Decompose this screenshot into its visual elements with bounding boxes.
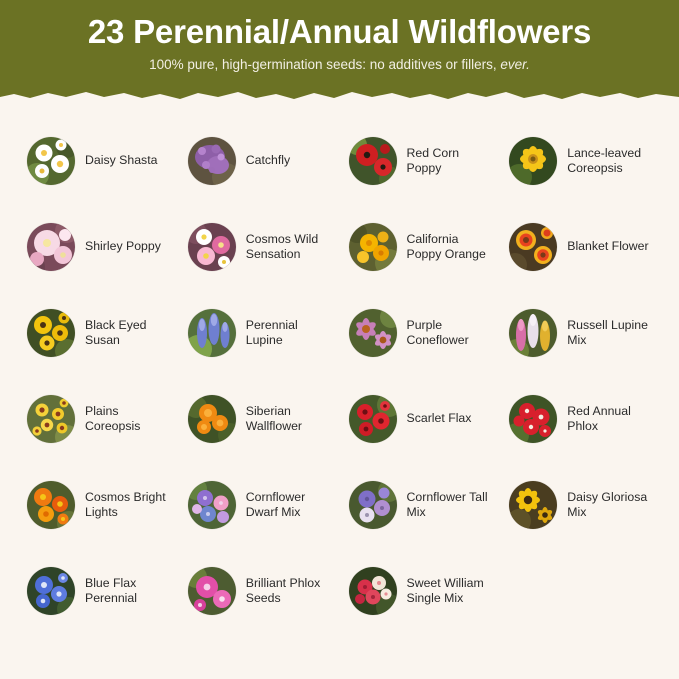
purple-coneflower-thumb <box>349 309 397 357</box>
siberian-wallflower-thumb <box>188 395 236 443</box>
flower-item[interactable] <box>500 290 661 376</box>
flower-item[interactable] <box>340 548 501 634</box>
brilliant-phlox-seeds-thumb <box>188 567 236 615</box>
flower-item[interactable] <box>340 118 501 204</box>
catchfly-thumb <box>188 137 236 185</box>
flower-label: Lance-leaved Coreopsis <box>567 145 642 175</box>
flower-label: Sweet William Single Mix <box>406 575 484 605</box>
flower-label: Daisy Gloriosa Mix <box>567 489 648 519</box>
flower-label: Scarlet Flax <box>406 411 472 426</box>
flower-item[interactable] <box>18 290 179 376</box>
subtitle-italic-text: ever. <box>500 57 530 72</box>
flower-item[interactable] <box>500 204 661 290</box>
daisy-gloriosa-mix-thumb <box>509 481 557 529</box>
flower-item[interactable] <box>340 376 501 462</box>
flower-label: California Poppy Orange <box>406 231 486 261</box>
flower-item[interactable] <box>18 118 179 204</box>
flower-label: Black Eyed Susan <box>85 317 147 347</box>
perennial-lupine-thumb <box>188 309 236 357</box>
black-eyed-susan-thumb <box>27 309 75 357</box>
flower-item[interactable] <box>500 118 661 204</box>
flower-label: Plains Coreopsis <box>85 403 141 433</box>
torn-paper-edge-divider <box>0 88 679 104</box>
page-title: 23 Perennial/Annual Wildflowers <box>87 13 592 50</box>
sweet-william-single-mix-thumb <box>349 567 397 615</box>
cornflower-tall-mix-thumb <box>349 481 397 529</box>
flower-item[interactable] <box>500 376 661 462</box>
subtitle-plain-text: 100% pure, high-germination seeds: no additives or fillers, <box>149 57 501 72</box>
flower-label: Russell Lupine Mix <box>567 317 648 347</box>
flower-label: Purple Coneflower <box>406 317 469 347</box>
lance-leaved-coreopsis-thumb <box>509 137 557 185</box>
california-poppy-orange-thumb <box>349 223 397 271</box>
flower-item[interactable] <box>179 290 340 376</box>
cosmos-bright-lights-thumb <box>27 481 75 529</box>
flower-label: Catchfly <box>245 153 291 168</box>
flower-label: Perennial Lupine <box>245 317 298 347</box>
flower-item[interactable] <box>500 462 661 548</box>
flower-item[interactable] <box>340 204 501 290</box>
red-annual-phlox-thumb <box>509 395 557 443</box>
shirley-poppy-thumb <box>27 223 75 271</box>
red-corn-poppy-thumb <box>349 137 397 185</box>
flower-label: Red Annual Phlox <box>567 403 631 433</box>
flower-item[interactable] <box>179 548 340 634</box>
cosmos-wild-sensation-thumb <box>188 223 236 271</box>
flower-item[interactable] <box>18 548 179 634</box>
flower-label: Siberian Wallflower <box>245 403 303 433</box>
flower-label: Brilliant Phlox Seeds <box>245 575 321 605</box>
blanket-flower-thumb <box>509 223 557 271</box>
russell-lupine-mix-thumb <box>509 309 557 357</box>
flower-label: Daisy Shasta <box>85 153 158 168</box>
header-banner <box>0 0 679 103</box>
flower-item[interactable] <box>340 462 501 548</box>
flower-label: Cosmos Bright Lights <box>85 489 166 519</box>
flower-label: Red Corn Poppy <box>406 145 460 175</box>
flower-item[interactable] <box>179 462 340 548</box>
flower-item[interactable] <box>18 204 179 290</box>
flower-item[interactable] <box>18 376 179 462</box>
flower-label: Shirley Poppy <box>85 239 161 254</box>
flower-label: Cornflower Dwarf Mix <box>245 489 306 519</box>
flower-item[interactable] <box>179 204 340 290</box>
flower-item[interactable] <box>18 462 179 548</box>
flower-label: Cornflower Tall Mix <box>406 489 488 519</box>
cornflower-dwarf-mix-thumb <box>188 481 236 529</box>
daisy-shasta-thumb <box>27 137 75 185</box>
scarlet-flax-thumb <box>349 395 397 443</box>
flower-item[interactable] <box>179 118 340 204</box>
flower-item[interactable] <box>340 290 501 376</box>
flower-grid <box>0 118 679 634</box>
flower-label: Blue Flax Perennial <box>85 575 137 605</box>
blue-flax-perennial-thumb <box>27 567 75 615</box>
page-subtitle <box>0 56 679 74</box>
plains-coreopsis-thumb <box>27 395 75 443</box>
flower-item[interactable] <box>179 376 340 462</box>
flower-label: Cosmos Wild Sensation <box>245 231 319 261</box>
flower-label: Blanket Flower <box>567 239 649 254</box>
